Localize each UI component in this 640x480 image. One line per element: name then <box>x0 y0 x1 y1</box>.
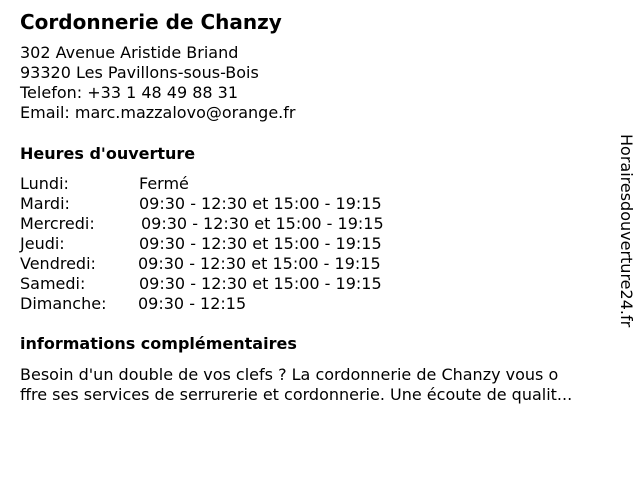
day-label: Samedi: <box>20 274 86 293</box>
time-value: 09:30 - 12:30 et 15:00 - 19:15 <box>141 214 384 233</box>
hours-row-sunday <box>20 294 384 314</box>
business-name: Cordonnerie de Chanzy <box>20 10 282 34</box>
time-value: 09:30 - 12:30 et 15:00 - 19:15 <box>138 254 381 273</box>
time-value: 09:30 - 12:30 et 15:00 - 19:15 <box>139 234 382 253</box>
day-label: Mercredi: <box>20 214 95 233</box>
email-address: Email: marc.mazzalovo@orange.fr <box>20 103 296 122</box>
contact-block <box>20 43 295 123</box>
hours-row-thursday <box>20 234 384 254</box>
day-label: Lundi: <box>20 174 69 193</box>
hours-heading: Heures d'ouverture <box>20 144 196 163</box>
site-watermark: Horairesdouverture24.fr <box>617 134 636 328</box>
time-value: 09:30 - 12:15 <box>138 294 247 313</box>
hours-row-friday <box>20 254 384 274</box>
day-label: Dimanche: <box>20 294 107 313</box>
day-label: Vendredi: <box>20 254 96 273</box>
info-heading: informations complémentaires <box>20 334 297 353</box>
opening-hours-table <box>20 174 384 314</box>
day-label: Mardi: <box>20 194 70 213</box>
phone-number: Telefon: +33 1 48 49 88 31 <box>20 83 239 102</box>
address-city: 93320 Les Pavillons-sous-Bois <box>20 63 259 82</box>
hours-row-tuesday <box>20 194 384 214</box>
time-value: Fermé <box>139 174 189 193</box>
description-line-1: Besoin d'un double de vos clefs ? La cordonnerie de Chanzy vous o <box>20 365 559 384</box>
hours-row-monday <box>20 174 384 194</box>
day-label: Jeudi: <box>20 234 65 253</box>
hours-row-saturday <box>20 274 384 294</box>
description-line-2: ffre ses services de serrurerie et cordonnerie. Une écoute de qualit... <box>20 385 573 404</box>
address-street: 302 Avenue Aristide Briand <box>20 43 239 62</box>
time-value: 09:30 - 12:30 et 15:00 - 19:15 <box>139 194 382 213</box>
business-description <box>20 365 620 405</box>
hours-row-wednesday <box>20 214 384 234</box>
time-value: 09:30 - 12:30 et 15:00 - 19:15 <box>139 274 382 293</box>
